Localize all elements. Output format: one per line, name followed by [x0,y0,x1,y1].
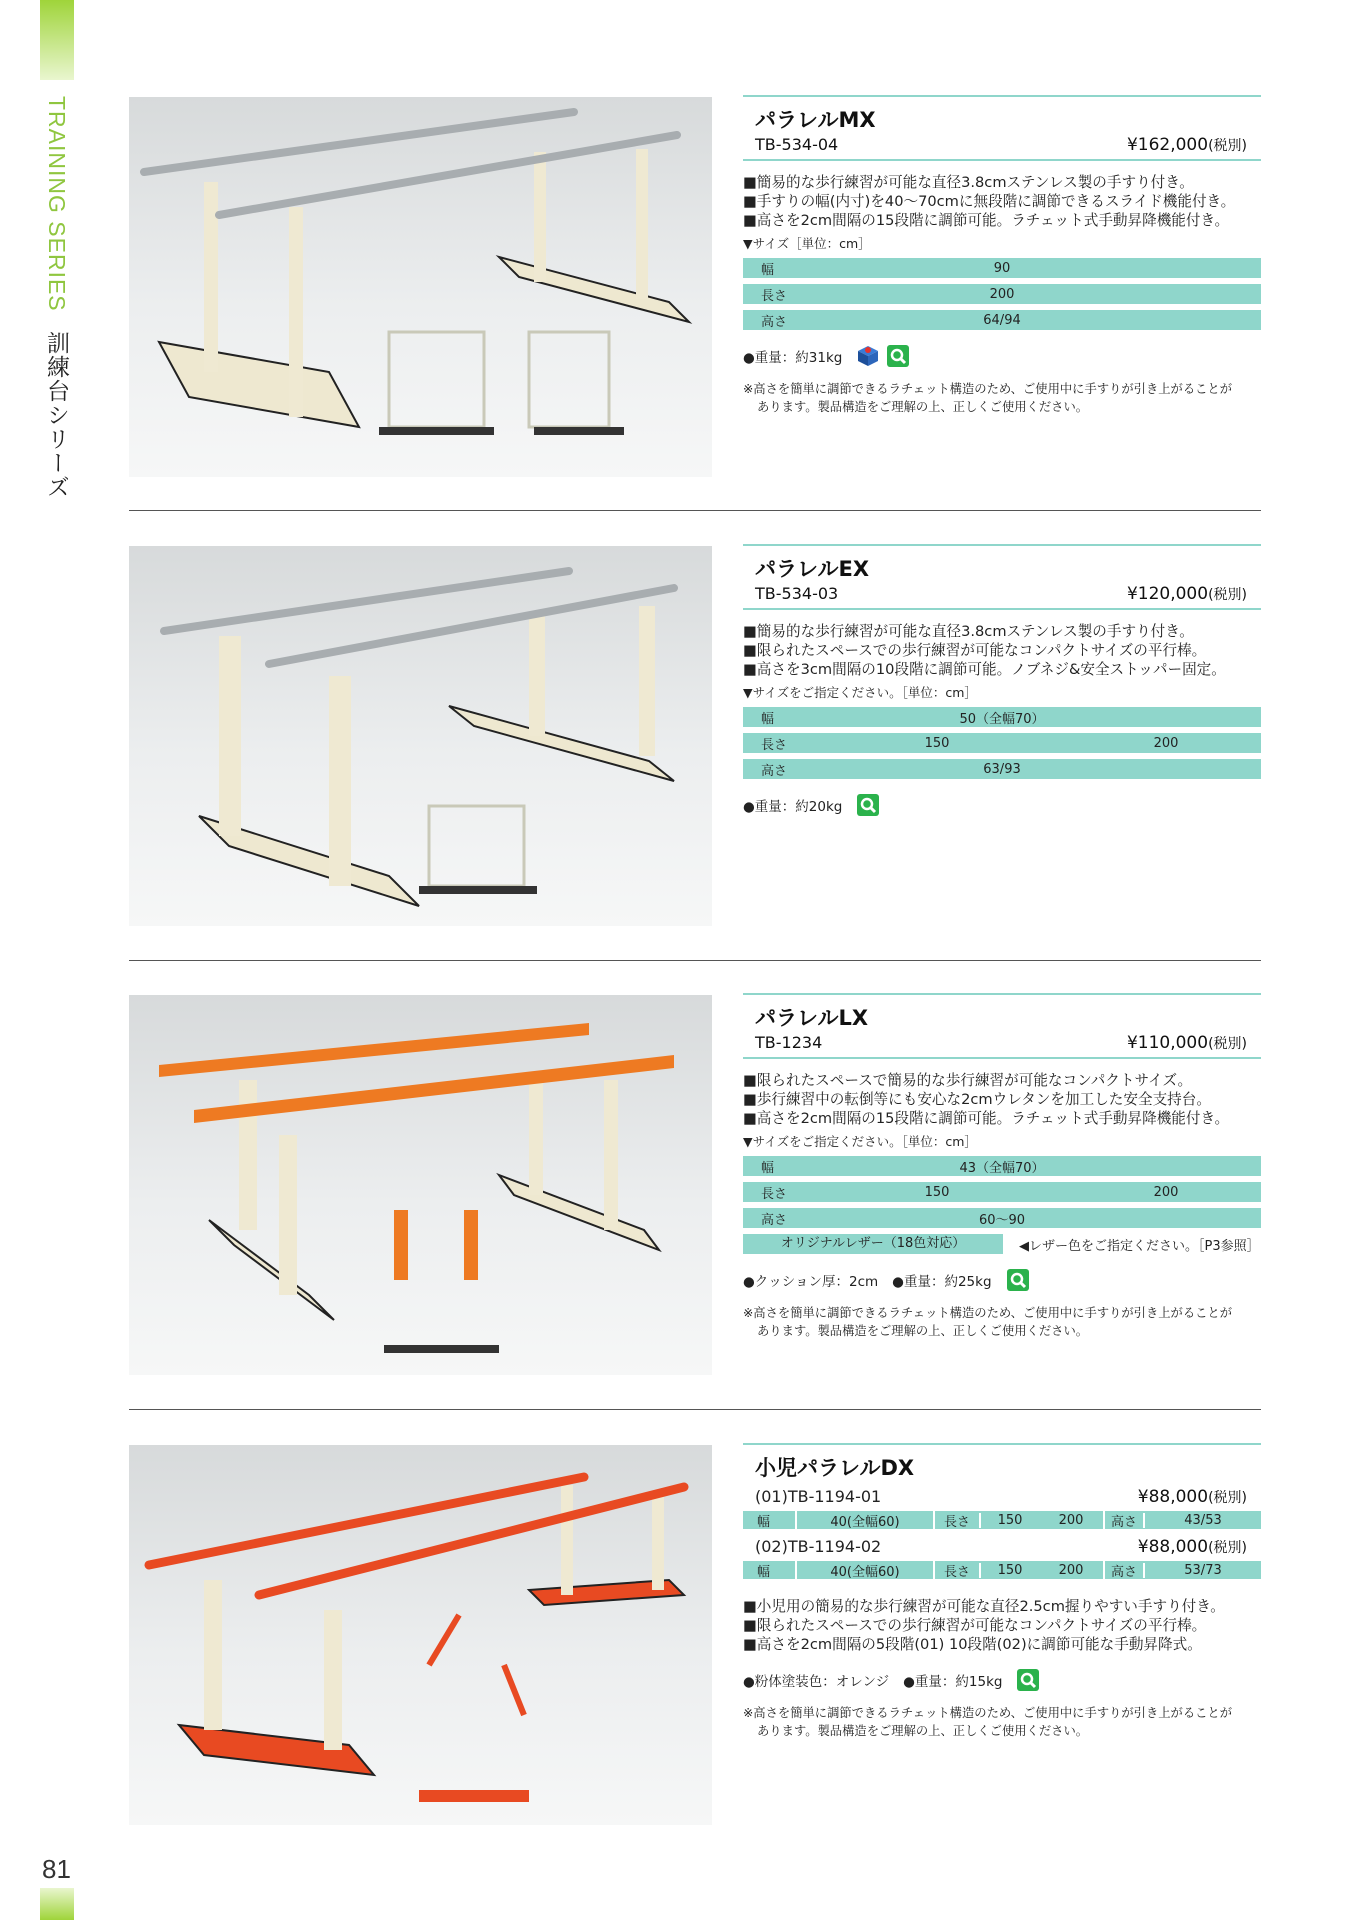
spec-value: 150 [924,1184,950,1200]
spec-label: 幅 [761,1160,775,1176]
spec-value: 53/73 [1143,1563,1261,1578]
feature-list [743,1071,1261,1128]
spec-value: 150 [924,735,950,751]
spec-label: 高さ [1103,1561,1143,1580]
product-price [1127,135,1247,155]
spec-row-width [743,1156,1261,1176]
spec-value: 200 [1153,1184,1179,1200]
page-number: 81 [42,1854,71,1884]
product-name: パラレルEX [755,557,870,581]
product-code: TB-1234 [755,1033,823,1052]
caution-note [743,1704,1261,1740]
section-divider [129,1409,1261,1410]
feature-item: ■限られたスペースでの歩行練習が可能なコンパクトサイズの平行棒。 [743,642,1207,659]
spec-table [743,707,1261,779]
product-price [1127,584,1247,604]
feature-item: ■高さを2cm間隔の5段階(01) 10段階(02)に調節可能な手動昇降式。 [743,1636,1202,1653]
spec-label: 長さ [761,1186,788,1202]
feature-list [743,622,1261,679]
product-info-mx [743,95,1261,416]
price-tax: (税別) [1208,1490,1247,1506]
spec-value: 40(全幅60) [795,1561,935,1580]
caution-line: あります。製品構造をご理解の上、正しくご使用ください。 [757,1324,1089,1338]
series-color-tab [40,0,74,80]
weight-text: ●重量：約31kg [743,350,843,366]
caution-note [743,380,1261,416]
caution-line: ※高さを簡単に調節できるラチェット構造のため、ご使用中に手すりが引き上がることが [743,1306,1233,1320]
spec-label: 幅 [757,1564,771,1580]
meta-row [743,1268,1261,1292]
product-name: パラレルMX [755,108,876,132]
product-photo-ex [129,546,712,926]
feature-item: ■手すりの幅(内寸)を40〜70cmに無段階に調節できるスライド機能付き。 [743,193,1236,210]
spec-value: 200 [1153,735,1179,751]
section-rule [743,544,1261,546]
weight-text: ●重量：約15kg [903,1674,1003,1690]
price-value: ¥120,000 [1126,584,1209,604]
spec-value: 43（全幅70） [959,1160,1045,1176]
feature-item: ■簡易的な歩行練習が可能な直径3.8cmステンレス製の手すり付き。 [743,623,1194,640]
spec-label: 長さ [943,1564,970,1580]
price-value: ¥162,000 [1126,135,1209,155]
code-price-row [743,584,1261,610]
color-text: ●粉体塗装色：オレンジ [743,1674,890,1690]
spec-row-height [743,1208,1261,1228]
meta-row [743,344,1261,368]
product-price [1127,1033,1247,1053]
magnifier-icon [1006,1268,1030,1292]
magnifier-icon [1016,1668,1040,1692]
spec-table [743,258,1261,330]
product-photo-mx [129,97,712,477]
product-code: TB-534-04 [755,135,839,154]
price-value: ¥88,000 [1137,1537,1209,1557]
spec-row-height [743,759,1261,779]
price-tax: (税別) [1208,1036,1247,1052]
spec-table [743,1156,1261,1228]
section-divider [129,960,1261,961]
spec-value: 43/53 [1143,1513,1261,1528]
price-value: ¥110,000 [1126,1033,1209,1053]
series-label-ja: 訓練台シリーズ [44,331,70,500]
spec-value: 63/93 [983,761,1021,777]
feature-item: ■限られたスペースでの歩行練習が可能なコンパクトサイズの平行棒。 [743,1617,1207,1634]
spec-value: 50（全幅70） [959,711,1045,727]
feature-item: ■高さを2cm間隔の15段階に調節可能。ラチェット式手動昇降機能付き。 [743,1110,1230,1127]
spec-value: 60〜90 [978,1212,1026,1228]
price-tax: (税別) [1208,138,1247,154]
leather-note: ◀レザー色をご指定ください。［P3参照］ [1019,1238,1260,1254]
variant-head [743,1487,1261,1507]
feature-item: ■簡易的な歩行練習が可能な直径3.8cmステンレス製の手すり付き。 [743,174,1194,191]
caution-note [743,1304,1261,1340]
product-photo-kids-dx [129,1445,712,1825]
spec-value: 64/94 [983,312,1021,328]
product-info-lx [743,993,1261,1340]
weight-text: ●重量：約25kg [892,1274,992,1290]
section-rule [743,1443,1261,1445]
feature-item: ■歩行練習中の転倒等にも安心な2cmウレタンを加工した安全支持台。 [743,1091,1211,1108]
series-color-tab-bottom [40,1888,74,1920]
variant-spec-row [743,1561,1261,1579]
spec-label: 幅 [761,262,775,278]
meta-row [743,793,1261,817]
size-note: ▼サイズをご指定ください。［単位：cm］ [743,1134,977,1149]
variant-price [1138,1487,1247,1507]
product-name: パラレルLX [755,1006,869,1030]
spec-label: 高さ [761,314,788,330]
spec-value: 200 [1058,1512,1084,1528]
feature-list [743,173,1261,230]
price-tax: (税別) [1208,587,1247,603]
caution-line: ※高さを簡単に調節できるラチェット構造のため、ご使用中に手すりが引き上がることが [743,382,1233,396]
cushion-text: ●クッション厚：2cm [743,1274,879,1290]
caution-line: ※高さを簡単に調節できるラチェット構造のため、ご使用中に手すりが引き上がることが [743,1706,1233,1720]
section-rule [743,95,1261,97]
caution-line: あります。製品構造をご理解の上、正しくご使用ください。 [757,1724,1089,1738]
section-rule [743,993,1261,995]
spec-row-width [743,258,1261,278]
variant-code: (02)TB-1194-02 [755,1537,882,1556]
code-price-row [743,1033,1261,1059]
section-divider [129,510,1261,511]
spec-label: 高さ [761,1212,788,1228]
size-note: ▼サイズをご指定ください。［単位：cm］ [743,685,977,700]
product-code: TB-534-03 [755,584,839,603]
spec-value: 150 [979,1513,1039,1528]
caution-line: あります。製品構造をご理解の上、正しくご使用ください。 [757,400,1089,414]
spec-value: 200 [989,286,1015,302]
feature-item: ■限られたスペースで簡易的な歩行練習が可能なコンパクトサイズ。 [743,1072,1193,1089]
magnifier-icon [886,344,910,368]
leather-option: オリジナルレザー（18色対応） [743,1234,1003,1254]
spec-row-height [743,310,1261,330]
spec-label: 長さ [943,1514,970,1530]
code-price-row [743,135,1261,161]
product-name: 小児パラレルDX [755,1456,915,1480]
spec-label: 幅 [761,711,775,727]
spec-value: 90 [993,260,1011,276]
variant-code: (01)TB-1194-01 [755,1487,882,1506]
spec-label: 高さ [1103,1511,1143,1530]
spec-row-length [743,284,1261,304]
leather-row [743,1234,1261,1254]
size-note: ▼サイズ［単位：cm］ [743,236,871,251]
series-label-en: TRAINING SERIES [44,96,70,312]
price-value: ¥88,000 [1137,1487,1209,1507]
meta-row [743,1668,1261,1692]
spec-label: 長さ [761,737,788,753]
series-label [44,96,74,499]
product-info-kids-dx [743,1443,1261,1740]
delivery-box-icon [856,344,880,368]
weight-text: ●重量：約20kg [743,799,843,815]
spec-value: 40(全幅60) [795,1511,935,1530]
spec-value: 150 [979,1563,1039,1578]
variant-price [1138,1537,1247,1557]
spec-label: 高さ [761,763,788,779]
spec-row-width [743,707,1261,727]
spec-row-length [743,733,1261,753]
spec-value: 200 [1058,1562,1084,1578]
magnifier-icon [856,793,880,817]
spec-row-length [743,1182,1261,1202]
feature-list [743,1597,1261,1654]
variant-spec-row [743,1511,1261,1529]
product-info-ex [743,544,1261,817]
feature-item: ■高さを2cm間隔の15段階に調節可能。ラチェット式手動昇降機能付き。 [743,212,1230,229]
product-photo-lx [129,995,712,1375]
spec-label: 幅 [757,1514,771,1530]
spec-label: 長さ [761,288,788,304]
feature-item: ■小児用の簡易的な歩行練習が可能な直径2.5cm握りやすい手すり付き。 [743,1598,1225,1615]
price-tax: (税別) [1208,1540,1247,1556]
variant-head [743,1537,1261,1557]
feature-item: ■高さを3cm間隔の10段階に調節可能。ノブネジ&安全ストッパー固定。 [743,661,1226,678]
